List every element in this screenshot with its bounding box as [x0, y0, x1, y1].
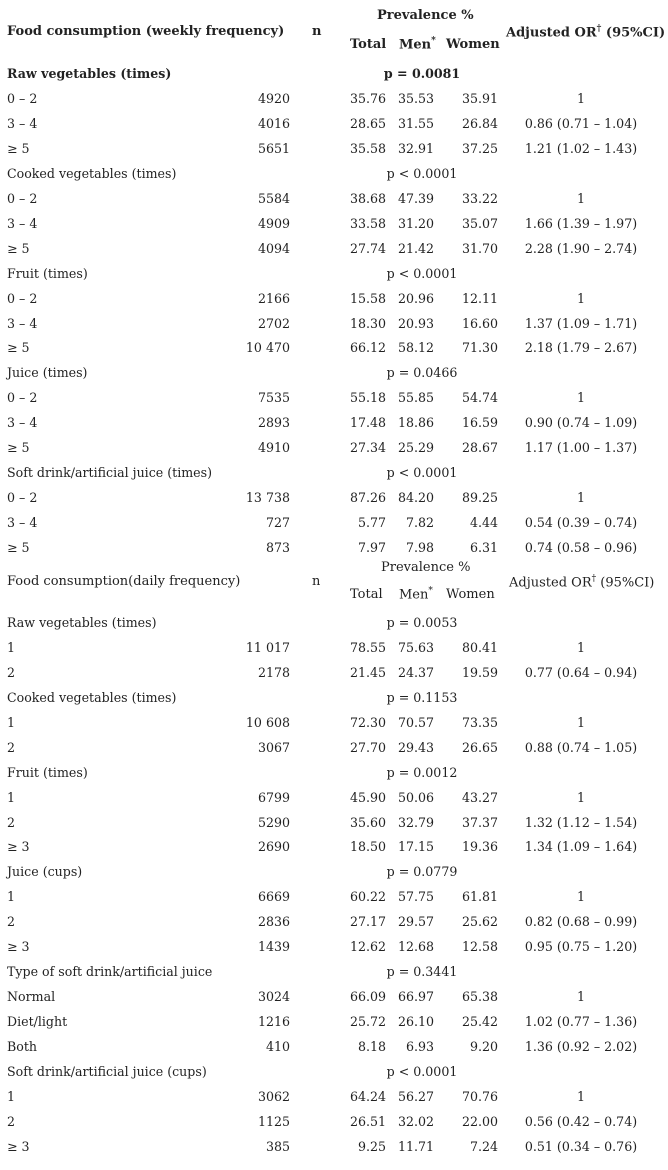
row-men: 29.57 [397, 914, 434, 930]
row-adjusted-or: 1.34 (1.09 – 1.64) [524, 839, 638, 855]
row-men: 57.75 [397, 889, 434, 905]
row-adjusted-or: 0.82 (0.68 – 0.99) [524, 914, 638, 930]
row-men: 70.57 [397, 714, 434, 730]
row-total: 64.24 [349, 1088, 386, 1104]
group-label: Cooked vegetables (times) [7, 165, 177, 181]
row-label: Both [7, 1039, 38, 1055]
row-n: 7535 [257, 390, 290, 406]
row-men: 31.55 [397, 115, 434, 131]
row-men: 20.96 [397, 290, 434, 306]
row-total: 27.17 [349, 914, 386, 930]
row-men: 26.10 [397, 1014, 434, 1030]
row-label: ≥ 5 [7, 140, 30, 156]
header-ci: (95%CI) [596, 575, 655, 591]
row-adjusted-or: 1.17 (1.00 – 1.37) [524, 440, 638, 456]
row-adjusted-or: 1.36 (0.92 – 2.02) [524, 1039, 638, 1055]
table-row [0, 810, 668, 835]
row-women: 89.25 [461, 490, 498, 506]
table-row [0, 710, 668, 735]
row-total: 66.09 [349, 989, 386, 1005]
row-women: 43.27 [461, 789, 498, 805]
group-label: Raw vegetables (times) [7, 66, 172, 81]
row-adjusted-or: 1.21 (1.02 – 1.43) [524, 140, 638, 156]
row-adjusted-or: 0.95 (0.75 – 1.20) [524, 939, 638, 955]
row-label: 2 [7, 814, 16, 830]
group-p-value: p = 0.0012 [386, 764, 458, 780]
row-women: 65.38 [461, 989, 498, 1005]
row-label: ≥ 3 [7, 839, 30, 855]
table-row [0, 535, 668, 560]
row-label: 1 [7, 639, 16, 655]
table-group-row [0, 360, 668, 385]
row-men: 20.93 [397, 315, 434, 331]
row-total: 45.90 [349, 789, 386, 805]
row-total: 72.30 [349, 714, 386, 730]
table-row [0, 984, 668, 1009]
row-n: 1439 [257, 939, 290, 955]
row-adjusted-or: 2.18 (1.79 – 2.67) [524, 340, 638, 356]
row-men: 7.82 [405, 515, 434, 531]
header-men [399, 586, 433, 602]
row-women: 35.91 [461, 90, 498, 106]
row-women: 33.22 [461, 190, 498, 206]
row-men: 66.97 [397, 989, 434, 1005]
row-women: 25.42 [461, 1014, 498, 1030]
row-women: 28.67 [461, 440, 498, 456]
row-women: 71.30 [461, 340, 498, 356]
row-label: ≥ 5 [7, 440, 30, 456]
row-adjusted-or: 0.90 (0.74 – 1.09) [524, 415, 638, 431]
row-total: 26.51 [349, 1113, 386, 1129]
header-label: Food consumption(daily frequency) [7, 574, 241, 589]
row-men: 29.43 [397, 739, 434, 755]
row-total: 35.60 [349, 814, 386, 830]
table-row [0, 635, 668, 660]
row-total: 9.25 [357, 1138, 386, 1154]
table-group-row [0, 859, 668, 884]
row-adjusted-or: 1 [576, 889, 585, 905]
row-men: 21.42 [397, 240, 434, 256]
row-men: 32.79 [397, 814, 434, 830]
row-women: 6.31 [469, 540, 498, 556]
group-label: Cooked vegetables (times) [7, 689, 177, 705]
header-n: n [312, 574, 321, 589]
row-label: 1 [7, 714, 16, 730]
row-total: 55.18 [349, 390, 386, 406]
row-label: 3 – 4 [7, 515, 38, 531]
table-group-row [0, 261, 668, 286]
table-group-row [0, 685, 668, 710]
row-adjusted-or: 1 [576, 639, 585, 655]
row-total: 27.74 [349, 240, 386, 256]
row-total: 7.97 [357, 540, 386, 556]
row-n: 4016 [257, 115, 290, 131]
row-men: 32.91 [397, 140, 434, 156]
row-men: 47.39 [397, 190, 434, 206]
header-or-text: Adjusted OR [509, 575, 592, 591]
group-p-value: p < 0.0001 [386, 465, 458, 481]
row-women: 16.60 [461, 315, 498, 331]
group-p-value: p = 0.0081 [383, 66, 461, 81]
table-row [0, 311, 668, 336]
row-adjusted-or: 1 [576, 490, 585, 506]
row-n: 10 470 [245, 340, 290, 356]
table-row [0, 385, 668, 410]
row-adjusted-or: 0.86 (0.71 – 1.04) [524, 115, 638, 131]
table-row [0, 510, 668, 535]
row-label: 3 – 4 [7, 415, 38, 431]
row-total: 87.26 [349, 490, 386, 506]
row-men: 17.15 [397, 839, 434, 855]
header-n: n [312, 24, 322, 39]
row-n: 10 608 [245, 714, 290, 730]
table-row [0, 286, 668, 311]
row-women: 19.59 [461, 664, 498, 680]
header-prevalence: Prevalence % [381, 560, 471, 575]
table-group-row [0, 959, 668, 984]
row-men: 58.12 [397, 340, 434, 356]
row-men: 12.68 [397, 939, 434, 955]
row-label: ≥ 3 [7, 1138, 30, 1154]
row-men: 25.29 [397, 440, 434, 456]
row-label: 2 [7, 739, 16, 755]
row-women: 4.44 [469, 515, 498, 531]
row-n: 3062 [257, 1088, 290, 1104]
row-total: 35.58 [349, 140, 386, 156]
table-header-daily [0, 560, 668, 610]
header-total: Total [350, 587, 383, 602]
table-row [0, 136, 668, 161]
row-n: 873 [265, 540, 290, 556]
row-adjusted-or: 0.74 (0.58 – 0.96) [524, 540, 638, 556]
header-or-mark: † [591, 574, 597, 584]
row-n: 410 [265, 1039, 290, 1055]
header-women: Women [446, 37, 500, 52]
group-label: Juice (times) [7, 365, 88, 381]
row-n: 5651 [257, 140, 290, 156]
row-n: 385 [265, 1138, 290, 1154]
row-n: 2702 [257, 315, 290, 331]
table-row [0, 1134, 668, 1159]
table-row [0, 1084, 668, 1109]
table-row [0, 186, 668, 211]
row-men: 24.37 [397, 664, 434, 680]
group-p-value: p = 0.0053 [386, 614, 458, 630]
row-label: 1 [7, 789, 16, 805]
header-total: Total [350, 37, 387, 52]
row-men: 35.53 [397, 90, 434, 106]
row-n: 11 017 [245, 639, 290, 655]
row-men: 84.20 [397, 490, 434, 506]
row-label: 0 – 2 [7, 290, 38, 306]
header-men-mark: * [428, 586, 433, 596]
row-women: 26.65 [461, 739, 498, 755]
group-label: Fruit (times) [7, 265, 88, 281]
table-row [0, 1034, 668, 1059]
row-n: 2166 [257, 290, 290, 306]
group-p-value: p = 0.0779 [386, 864, 458, 880]
row-n: 3067 [257, 739, 290, 755]
row-label: ≥ 5 [7, 240, 30, 256]
row-women: 7.24 [469, 1138, 498, 1154]
row-n: 3024 [257, 989, 290, 1005]
table-row [0, 211, 668, 236]
row-total: 78.55 [349, 639, 386, 655]
header-men-text: Men [399, 37, 432, 53]
group-p-value: p < 0.0001 [386, 165, 458, 181]
row-n: 2178 [257, 664, 290, 680]
header-or-mark: † [596, 24, 602, 34]
row-men: 18.86 [397, 415, 434, 431]
row-women: 16.59 [461, 415, 498, 431]
row-n: 4910 [257, 440, 290, 456]
row-men: 11.71 [397, 1138, 434, 1154]
header-or [506, 24, 665, 40]
header-men [399, 36, 436, 52]
table-row [0, 660, 668, 685]
row-label: 1 [7, 889, 16, 905]
row-total: 5.77 [357, 515, 386, 531]
row-n: 4094 [257, 240, 290, 256]
row-adjusted-or: 1 [576, 989, 585, 1005]
row-women: 73.35 [461, 714, 498, 730]
group-p-value: p = 0.1153 [386, 689, 458, 705]
row-adjusted-or: 0.88 (0.74 – 1.05) [524, 739, 638, 755]
row-total: 35.76 [349, 90, 386, 106]
table-row [0, 785, 668, 810]
row-women: 37.25 [461, 140, 498, 156]
row-adjusted-or: 1.02 (0.77 – 1.36) [524, 1014, 638, 1030]
row-n: 2690 [257, 839, 290, 855]
row-total: 21.45 [349, 664, 386, 680]
group-label: Soft drink/artificial juice (cups) [7, 1064, 207, 1079]
row-label: 3 – 4 [7, 215, 38, 231]
table-row [0, 485, 668, 510]
row-adjusted-or: 1 [576, 390, 585, 406]
row-total: 28.65 [349, 115, 386, 131]
row-women: 35.07 [461, 215, 498, 231]
row-men: 56.27 [397, 1088, 434, 1104]
row-women: 12.58 [461, 939, 498, 955]
table-row [0, 236, 668, 261]
row-adjusted-or: 1 [576, 190, 585, 206]
row-n: 4909 [257, 215, 290, 231]
row-label: Diet/light [7, 1014, 68, 1030]
row-total: 25.72 [349, 1014, 386, 1030]
row-men: 6.93 [405, 1039, 434, 1055]
row-women: 9.20 [469, 1039, 498, 1055]
row-women: 19.36 [461, 839, 498, 855]
row-adjusted-or: 0.54 (0.39 – 0.74) [524, 515, 638, 531]
row-men: 55.85 [397, 390, 434, 406]
table-group-row [0, 760, 668, 785]
row-adjusted-or: 1.32 (1.12 – 1.54) [524, 814, 638, 830]
row-men: 31.20 [397, 215, 434, 231]
row-n: 6799 [257, 789, 290, 805]
row-label: 0 – 2 [7, 190, 38, 206]
header-men-text: Men [399, 587, 429, 603]
row-women: 25.62 [461, 914, 498, 930]
row-total: 27.34 [349, 440, 386, 456]
table-header-weekly [0, 0, 668, 62]
row-women: 26.84 [461, 115, 498, 131]
row-total: 18.30 [349, 315, 386, 331]
row-n: 1125 [257, 1113, 290, 1129]
row-n: 1216 [257, 1014, 290, 1030]
header-men-mark: * [431, 36, 436, 46]
row-women: 37.37 [461, 814, 498, 830]
row-women: 12.11 [461, 290, 498, 306]
row-n: 5290 [257, 814, 290, 830]
row-women: 70.76 [461, 1088, 498, 1104]
row-adjusted-or: 1 [576, 290, 585, 306]
row-label: ≥ 5 [7, 540, 30, 556]
row-n: 4920 [257, 90, 290, 106]
row-total: 33.58 [349, 215, 386, 231]
row-total: 18.50 [349, 839, 386, 855]
row-women: 31.70 [461, 240, 498, 256]
table-group-row [0, 460, 668, 485]
row-label: 3 – 4 [7, 115, 38, 131]
group-p-value: p = 0.3441 [386, 964, 458, 980]
row-adjusted-or: 0.56 (0.42 – 0.74) [524, 1113, 638, 1129]
row-adjusted-or: 0.51 (0.34 – 0.76) [524, 1138, 638, 1154]
group-label: Type of soft drink/artificial juice [7, 964, 213, 980]
row-label: 0 – 2 [7, 490, 38, 506]
row-adjusted-or: 1 [576, 789, 585, 805]
row-women: 80.41 [461, 639, 498, 655]
table-row [0, 1009, 668, 1034]
row-total: 66.12 [349, 340, 386, 356]
row-n: 2836 [257, 914, 290, 930]
row-adjusted-or: 0.77 (0.64 – 0.94) [524, 664, 638, 680]
header-prevalence: Prevalence % [377, 8, 474, 23]
row-label: Normal [7, 989, 56, 1005]
row-total: 15.58 [349, 290, 386, 306]
group-label: Juice (cups) [7, 864, 83, 880]
row-total: 38.68 [349, 190, 386, 206]
row-men: 50.06 [397, 789, 434, 805]
row-men: 32.02 [397, 1113, 434, 1129]
group-label: Soft drink/artificial juice (times) [7, 465, 212, 481]
row-adjusted-or: 1.37 (1.09 – 1.71) [524, 315, 638, 331]
row-total: 12.62 [349, 939, 386, 955]
header-women: Women [446, 587, 495, 602]
table-row [0, 735, 668, 760]
row-n: 6669 [257, 889, 290, 905]
row-label: 2 [7, 1113, 16, 1129]
group-p-value: p < 0.0001 [386, 1064, 458, 1079]
row-women: 22.00 [461, 1113, 498, 1129]
header-label: Food consumption (weekly frequency) [7, 24, 285, 39]
row-n: 2893 [257, 415, 290, 431]
group-label: Fruit (times) [7, 764, 88, 780]
header-or-text: Adjusted OR [506, 25, 597, 41]
header-or [509, 574, 654, 590]
table-row [0, 909, 668, 934]
row-n: 13 738 [245, 490, 290, 506]
table-row [0, 410, 668, 435]
table-row [0, 335, 668, 360]
table-row [0, 86, 668, 111]
row-label: 2 [7, 914, 16, 930]
row-adjusted-or: 2.28 (1.90 – 2.74) [524, 240, 638, 256]
group-label: Raw vegetables (times) [7, 614, 157, 630]
row-label: 0 – 2 [7, 390, 38, 406]
table-row [0, 1109, 668, 1134]
row-n: 5584 [257, 190, 290, 206]
row-total: 27.70 [349, 739, 386, 755]
row-adjusted-or: 1 [576, 90, 585, 106]
table-group-row [0, 61, 668, 86]
header-ci: (95%CI) [601, 25, 666, 41]
row-adjusted-or: 1.66 (1.39 – 1.97) [524, 215, 638, 231]
table-row [0, 934, 668, 959]
row-label: 1 [7, 1088, 16, 1104]
table-group-row [0, 610, 668, 635]
row-women: 54.74 [461, 390, 498, 406]
row-label: 2 [7, 664, 16, 680]
row-label: 0 – 2 [7, 90, 38, 106]
table-group-row [0, 161, 668, 186]
row-label: ≥ 3 [7, 939, 30, 955]
row-label: 3 – 4 [7, 315, 38, 331]
row-total: 17.48 [349, 415, 386, 431]
row-total: 60.22 [349, 889, 386, 905]
table-row [0, 111, 668, 136]
group-p-value: p < 0.0001 [386, 265, 458, 281]
row-n: 727 [265, 515, 290, 531]
table-row [0, 884, 668, 909]
row-men: 7.98 [405, 540, 434, 556]
row-total: 8.18 [357, 1039, 386, 1055]
row-women: 61.81 [461, 889, 498, 905]
row-adjusted-or: 1 [576, 1088, 585, 1104]
table-row [0, 435, 668, 460]
table-group-row [0, 1059, 668, 1084]
group-p-value: p = 0.0466 [386, 365, 458, 381]
row-adjusted-or: 1 [576, 714, 585, 730]
table-row [0, 834, 668, 859]
row-men: 75.63 [397, 639, 434, 655]
row-label: ≥ 5 [7, 340, 30, 356]
